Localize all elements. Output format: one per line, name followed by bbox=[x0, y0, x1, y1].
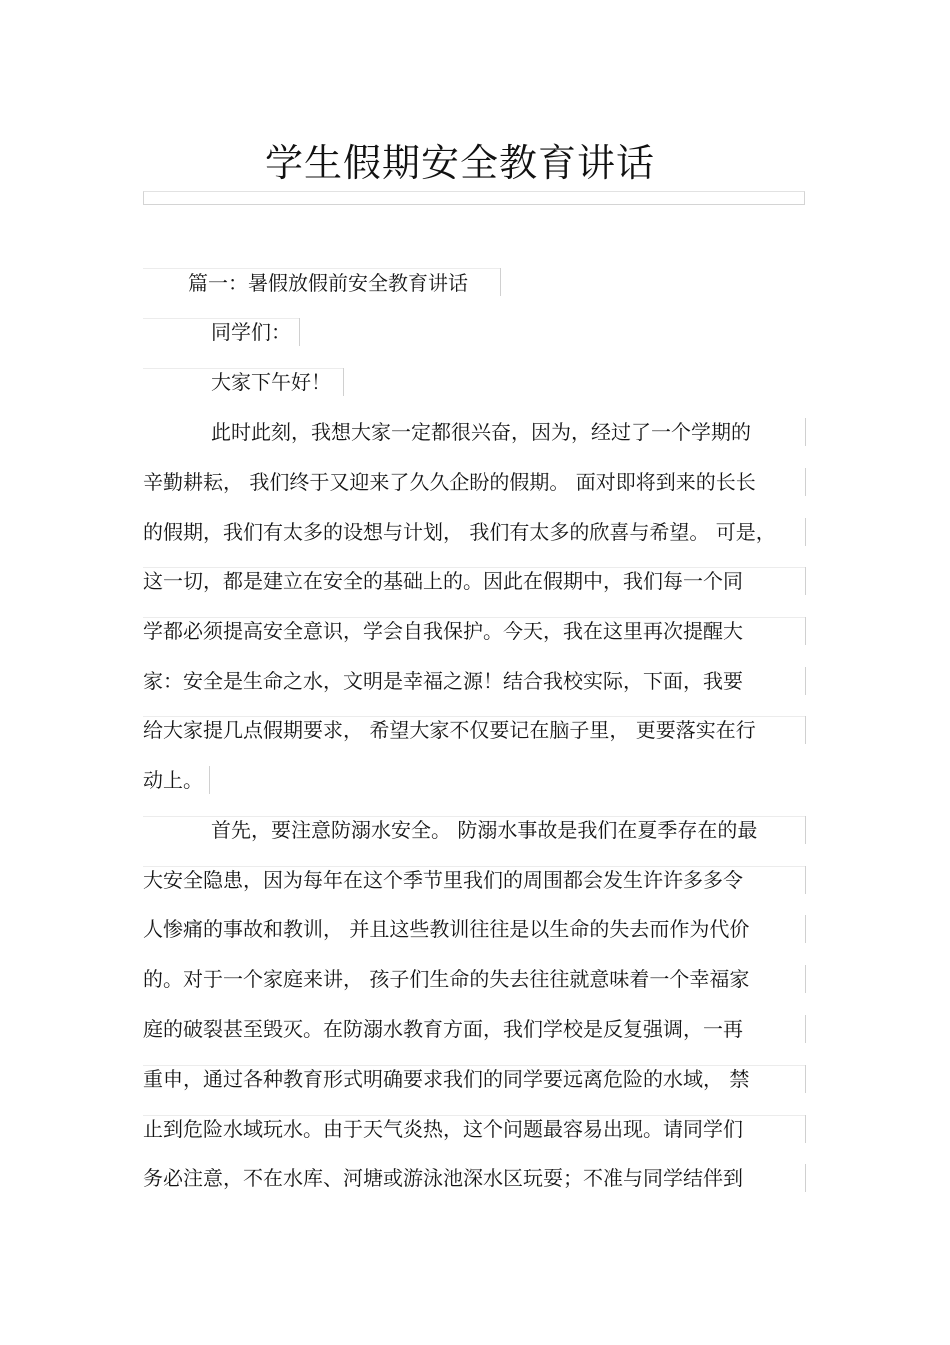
paragraph-text: 首先，要注意防溺水安全。 防溺水事故是我们在夏季存在的最 bbox=[211, 818, 758, 842]
divider bbox=[805, 518, 806, 546]
divider bbox=[805, 418, 806, 446]
divider bbox=[805, 1065, 806, 1093]
greeting bbox=[143, 367, 331, 397]
paragraph-line bbox=[143, 964, 749, 994]
document-title: 学生假期安全教育讲话 bbox=[264, 141, 655, 185]
paragraph-line bbox=[143, 616, 743, 646]
paragraph-text: 辛勤耕耘， 我们终于又迎来了久久企盼的假期。 面对即将到来的长长 bbox=[143, 470, 756, 494]
paragraph-text: 的假期，我们有太多的设想与计划， 我们有太多的欣喜与希望。 可是， bbox=[143, 520, 776, 544]
paragraph-line bbox=[143, 566, 743, 596]
paragraph-line bbox=[143, 815, 757, 845]
divider bbox=[500, 268, 501, 296]
paragraph-text: 的。对于一个家庭来讲， 孩子们生命的失去往往就意味着一个幸福家 bbox=[143, 967, 750, 991]
divider bbox=[343, 368, 344, 396]
paragraph-line bbox=[143, 1163, 743, 1193]
paragraph-line bbox=[143, 1114, 743, 1144]
paragraph-text: 重申，通过各种教育形式明确要求我们的同学要远离危险的水域， 禁 bbox=[143, 1067, 750, 1091]
paragraph-text: 给大家提几点假期要求， 希望大家不仅要记在脑子里， 更要落实在行 bbox=[143, 718, 756, 742]
divider bbox=[805, 468, 806, 496]
paragraph-line bbox=[143, 914, 749, 944]
divider bbox=[805, 667, 806, 695]
paragraph-line bbox=[143, 715, 756, 745]
divider bbox=[805, 866, 806, 894]
paragraph-text: 大安全隐患，因为每年在这个季节里我们的周围都会发生许许多多令 bbox=[143, 868, 743, 892]
divider bbox=[805, 617, 806, 645]
paragraph-line bbox=[143, 417, 751, 447]
divider bbox=[805, 1015, 806, 1043]
salutation-text: 同学们： bbox=[211, 320, 291, 344]
divider bbox=[805, 965, 806, 993]
paragraph-text: 动上。 bbox=[143, 768, 203, 792]
paragraph-text: 止到危险水域玩水。由于天气炎热，这个问题最容易出现。请同学们 bbox=[143, 1117, 743, 1141]
paragraph-line bbox=[143, 765, 203, 795]
paragraph-line bbox=[143, 517, 776, 547]
divider bbox=[805, 816, 806, 844]
paragraph-line bbox=[143, 666, 743, 696]
divider bbox=[209, 766, 210, 794]
paragraph-line bbox=[143, 1064, 749, 1094]
paragraph-text: 庭的破裂甚至毁灭。在防溺水教育方面，我们学校是反复强调，一再 bbox=[143, 1017, 743, 1041]
paragraph-line bbox=[143, 467, 756, 497]
divider bbox=[805, 1115, 806, 1143]
paragraph-text: 家：安全是生命之水，文明是幸福之源！结合我校实际，下面，我要 bbox=[143, 669, 743, 693]
section-heading-text: 篇一：暑假放假前安全教育讲话 bbox=[188, 271, 468, 295]
divider bbox=[805, 567, 806, 595]
paragraph-text: 这一切，都是建立在安全的基础上的。因此在假期中，我们每一个同 bbox=[143, 569, 743, 593]
paragraph-text: 人惨痛的事故和教训， 并且这些教训往往是以生命的失去而作为代价 bbox=[143, 917, 750, 941]
divider bbox=[805, 716, 806, 744]
section-heading bbox=[143, 268, 468, 298]
paragraph-text: 此时此刻，我想大家一定都很兴奋，因为，经过了一个学期的 bbox=[211, 420, 751, 444]
paragraph-line bbox=[143, 865, 743, 895]
paragraph-text: 务必注意，不在水库、河塘或游泳池深水区玩耍；不准与同学结伴到 bbox=[143, 1166, 743, 1190]
divider bbox=[805, 915, 806, 943]
divider bbox=[299, 318, 300, 346]
paragraph-line bbox=[143, 1014, 743, 1044]
title-divider bbox=[143, 191, 805, 205]
salutation bbox=[143, 317, 291, 347]
paragraph-text: 学都必须提高安全意识，学会自我保护。今天，我在这里再次提醒大 bbox=[143, 619, 743, 643]
greeting-text: 大家下午好！ bbox=[211, 370, 331, 394]
divider bbox=[805, 1164, 806, 1192]
